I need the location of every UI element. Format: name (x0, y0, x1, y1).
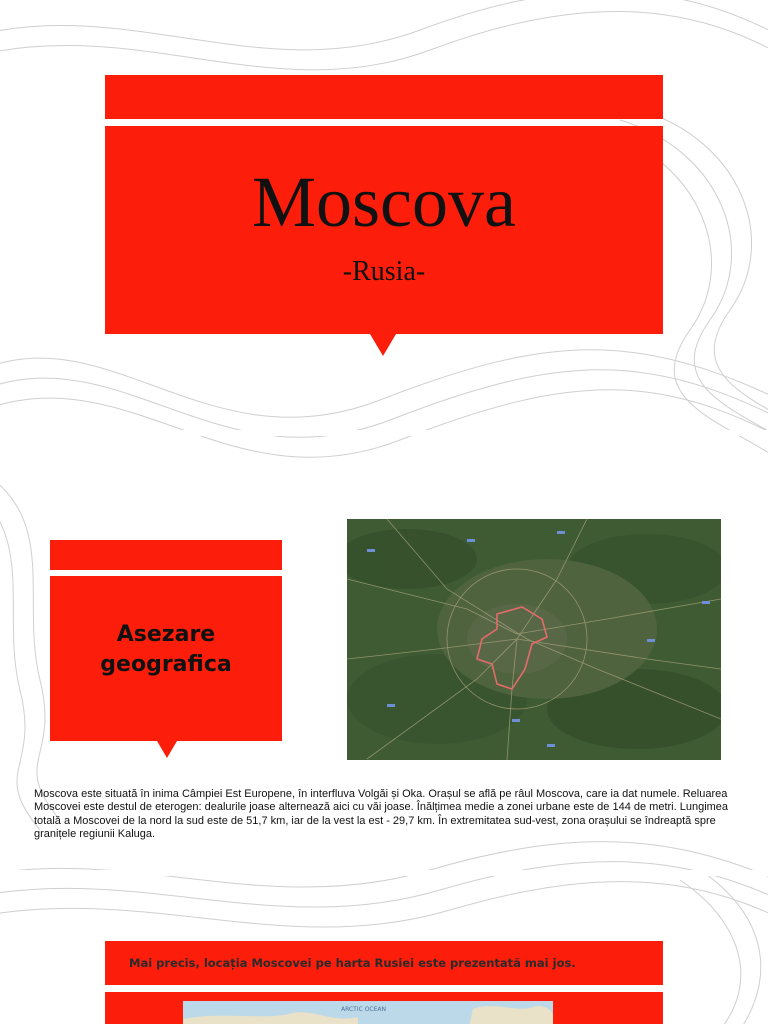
section-heading-line1: Asezare (116, 622, 216, 647)
russia-map-image (183, 1001, 553, 1024)
title-box (105, 126, 663, 334)
section-callout-pointer (157, 741, 177, 758)
section-heading (50, 620, 282, 680)
slide-separator (0, 430, 768, 436)
title-top-strip (105, 75, 663, 119)
map-caption: Mai precis, locația Moscovei pe harta Rusiei este prezentată mai jos. (129, 956, 576, 970)
map-caption-strip (105, 941, 663, 985)
section-heading-line2: geografica (100, 652, 232, 677)
slide-separator (0, 870, 768, 876)
page-subtitle: -Rusia- (342, 256, 426, 287)
geography-paragraph: Moscova este situată în inima Câmpiei Est Europene, în interfluva Volgăi și Oka. Orașul se află pe râul Moscova, care ia dat numele. Reluarea Moscovei este destul de eterogen: dealurile joase alternează aici cu văi joase. Înălțimea medie a zonei urbane este de 144 de metri. Lungimea totală a Moscovei de la nord la sud este de 51,7 km, iar de la vest la est - 29,7 km. În extremitatea sud-vest, zona orașului se îndreaptă spre granițele regiunii Kaluga. (34, 788, 729, 841)
satellite-map-image (347, 519, 721, 760)
map-ocean-label: ARCTIC OCEAN (341, 1006, 386, 1013)
title-callout-pointer (370, 334, 396, 356)
russia-map-box (105, 992, 663, 1024)
page-title: Moscova (252, 162, 516, 242)
section-heading-box (50, 576, 282, 741)
section-top-strip (50, 540, 282, 570)
